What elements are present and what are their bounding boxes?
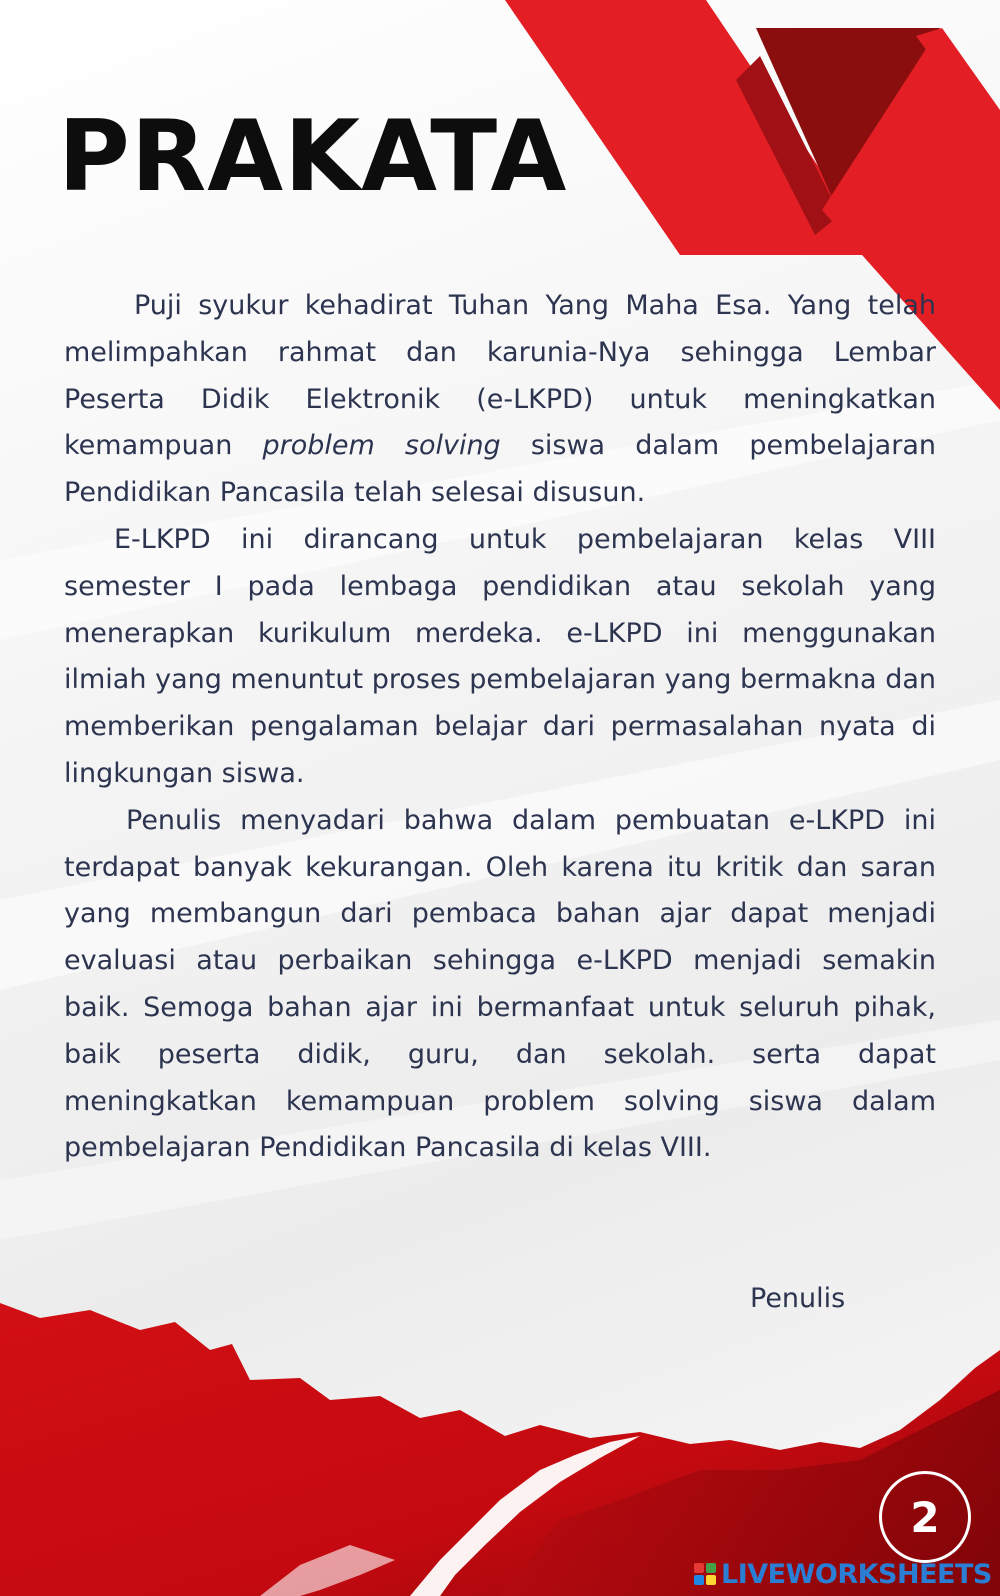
paragraph-1-emphasis: problem solving — [262, 430, 501, 462]
paragraph-1 — [64, 283, 936, 517]
page-title: PRAKATA — [58, 100, 568, 214]
page-number: 2 — [910, 1492, 940, 1542]
paragraph-2: E-LKPD ini dirancang untuk pembelajaran kelas VIII semester I pada lembaga pendidikan atau sekolah yang menerapkan kurikulum merdeka. e-LKPD ini menggunakan ilmiah yang menuntut proses pembelajaran yang bermakna dan memberikan pengalaman belajar dari permasalahan nyata di lingkungan siswa. — [64, 523, 936, 789]
liveworksheets-watermark — [694, 1558, 992, 1590]
liveworksheets-text: LIVEWORKSHEETS — [721, 1558, 992, 1590]
logo-square-yellow — [706, 1575, 716, 1585]
preface-body — [64, 283, 936, 1172]
logo-square-blue — [694, 1575, 704, 1585]
signature: Penulis — [750, 1283, 846, 1314]
logo-square-green — [706, 1563, 716, 1573]
logo-square-red — [694, 1563, 704, 1573]
paragraph-1-text-before: Puji syukur kehadirat Tuhan Yang Maha Esa. Yang telah melimpahkan rahmat dan karunia-Nya sehingga Lembar Peserta Didik Elektronik (e-LKPD) untuk meningkatkan kemampuan — [64, 290, 936, 462]
page-number-badge — [879, 1471, 971, 1563]
paragraph-1-text-after: siswa dalam pembelajaran Pendidikan Pancasila telah selesai disusun. — [64, 430, 936, 509]
liveworksheets-logo-icon — [694, 1563, 716, 1585]
paragraph-3: Penulis menyadari bahwa dalam pembuatan e-LKPD ini terdapat banyak kekurangan. Oleh karena itu kritik dan saran yang membangun dari pembaca bahan ajar dapat menjadi evaluasi atau perbaikan sehingga e-LKPD menjadi semakin baik. Semoga bahan ajar ini bermanfaat untuk seluruh pihak, baik peserta didik, guru, dan sekolah. serta dapat meningkatkan kemampuan problem solving siswa dalam pembelajaran Pendidikan Pancasila di kelas VIII. — [64, 804, 936, 1164]
